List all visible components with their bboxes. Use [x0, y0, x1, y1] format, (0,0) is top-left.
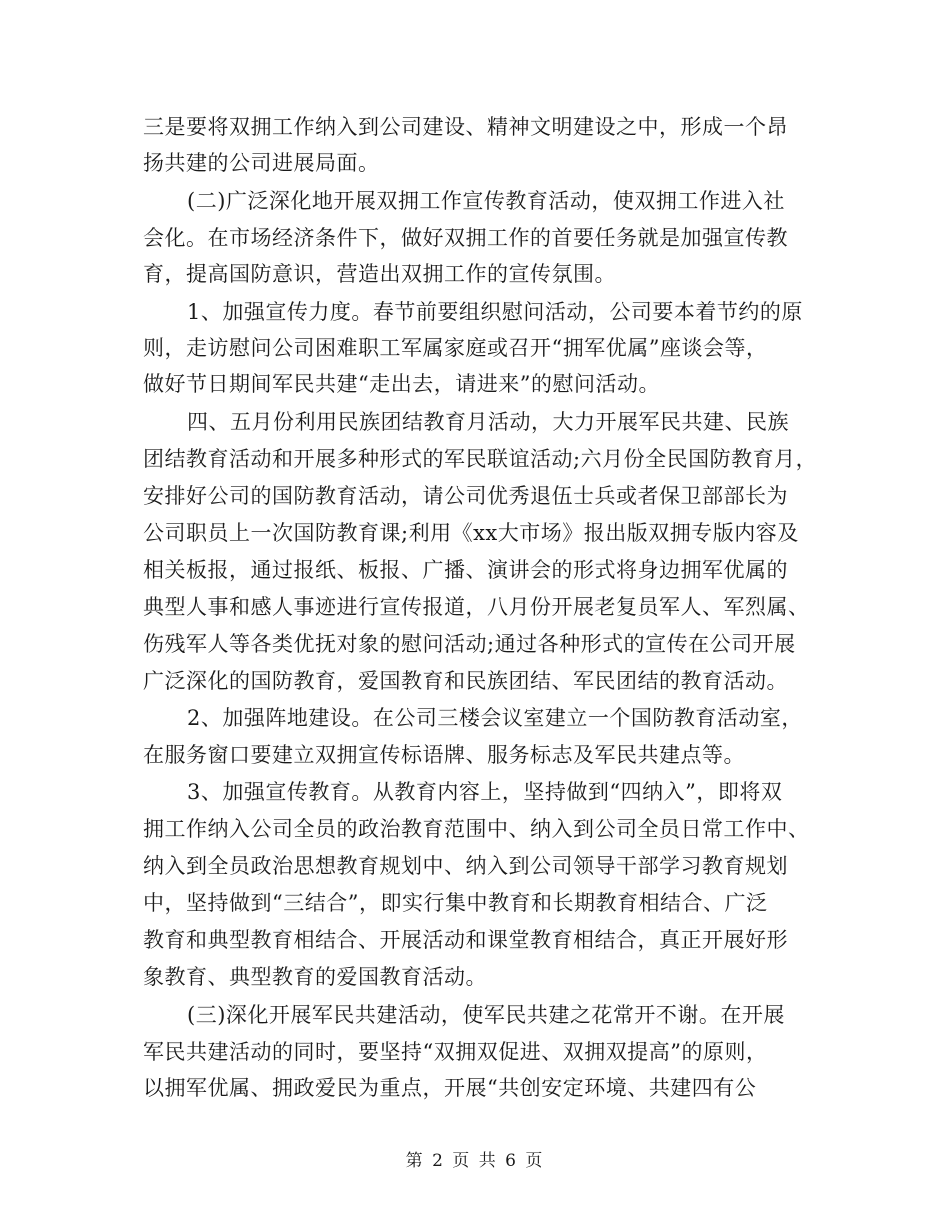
text-line: (三)深化开展军民共建活动，使军民共建之花常开不谢。在开展 — [187, 1003, 785, 1027]
text-line: 三是要将双拥工作纳入到公司建设、精神文明建设之中，形成一个昂 — [143, 115, 788, 139]
text-line: 安排好公司的国防教育活动，请公司优秀退伍士兵或者保卫部部长为 — [143, 484, 788, 508]
text-line: 教育和典型教育相结合、开展活动和课堂教育相结合，真正开展好形 — [143, 928, 788, 952]
page-number: 第 2 页 共 6 页 — [405, 1151, 545, 1171]
text-line: 3、加强宣传教育。从教育内容上，坚持做到“四纳入”，即将双 — [187, 780, 783, 804]
text-line: (二)广泛深化地开展双拥工作宣传教育活动，使双拥工作进入社 — [187, 189, 785, 213]
text-line: 纳入到全员政治思想教育规划中、纳入到公司领导干部学习教育规划 — [143, 854, 788, 878]
text-line: 四、五月份利用民族团结教育月活动，大力开展军民共建、民族 — [187, 410, 789, 434]
text-line: 团结教育活动和开展多种形式的军民联谊活动;六月份全民国防教育月， — [143, 447, 818, 471]
text-line: 2、加强阵地建设。在公司三楼会议室建立一个国防教育活动室， — [187, 706, 803, 730]
text-line: 拥工作纳入公司全员的政治教育范围中、纳入到公司全员日常工作中、 — [143, 817, 810, 841]
text-line: 典型人事和感人事迹进行宣传报道，八月份开展老复员军人、军烈属、 — [143, 595, 810, 619]
text-line: 在服务窗口要建立双拥宣传标语牌、服务标志及军民共建点等。 — [143, 743, 745, 767]
text-line: 中，坚持做到“三结合”，即实行集中教育和长期教育相结合、广泛 — [143, 891, 768, 915]
text-line: 军民共建活动的同时，要坚持“双拥双促进、双拥双提高”的原则， — [143, 1040, 768, 1064]
text-line: 公司职员上一次国防教育课;利用《xx大市场》报出版双拥专版内容及 — [143, 521, 799, 545]
text-line: 以拥军优属、拥政爱民为重点，开展“共创安定环境、共建四有公 — [143, 1076, 757, 1100]
text-line: 扬共建的公司进展局面。 — [143, 151, 380, 175]
text-line: 广泛深化的国防教育，爱国教育和民族团结、军民团结的教育活动。 — [143, 669, 788, 693]
text-line: 相关板报，通过报纸、板报、广播、演讲会的形式将身边拥军优属的 — [143, 558, 788, 582]
text-line: 1、加强宣传力度。春节前要组织慰问活动，公司要本着节约的原 — [187, 300, 803, 324]
text-line: 做好节日期间军民共建“走出去，请进来”的慰问活动。 — [143, 372, 660, 396]
text-line: 象教育、典型教育的爱国教育活动。 — [143, 965, 487, 989]
text-line: 则，走访慰问公司困难职工军属家庭或召开“拥军优属”座谈会等， — [143, 336, 768, 360]
text-line: 育，提高国防意识，营造出双拥工作的宣传氛围。 — [143, 262, 616, 286]
text-line: 会化。在市场经济条件下，做好双拥工作的首要任务就是加强宣传教 — [143, 226, 788, 250]
text-line: 伤残军人等各类优抚对象的慰问活动;通过各种形式的宣传在公司开展 — [143, 632, 796, 656]
